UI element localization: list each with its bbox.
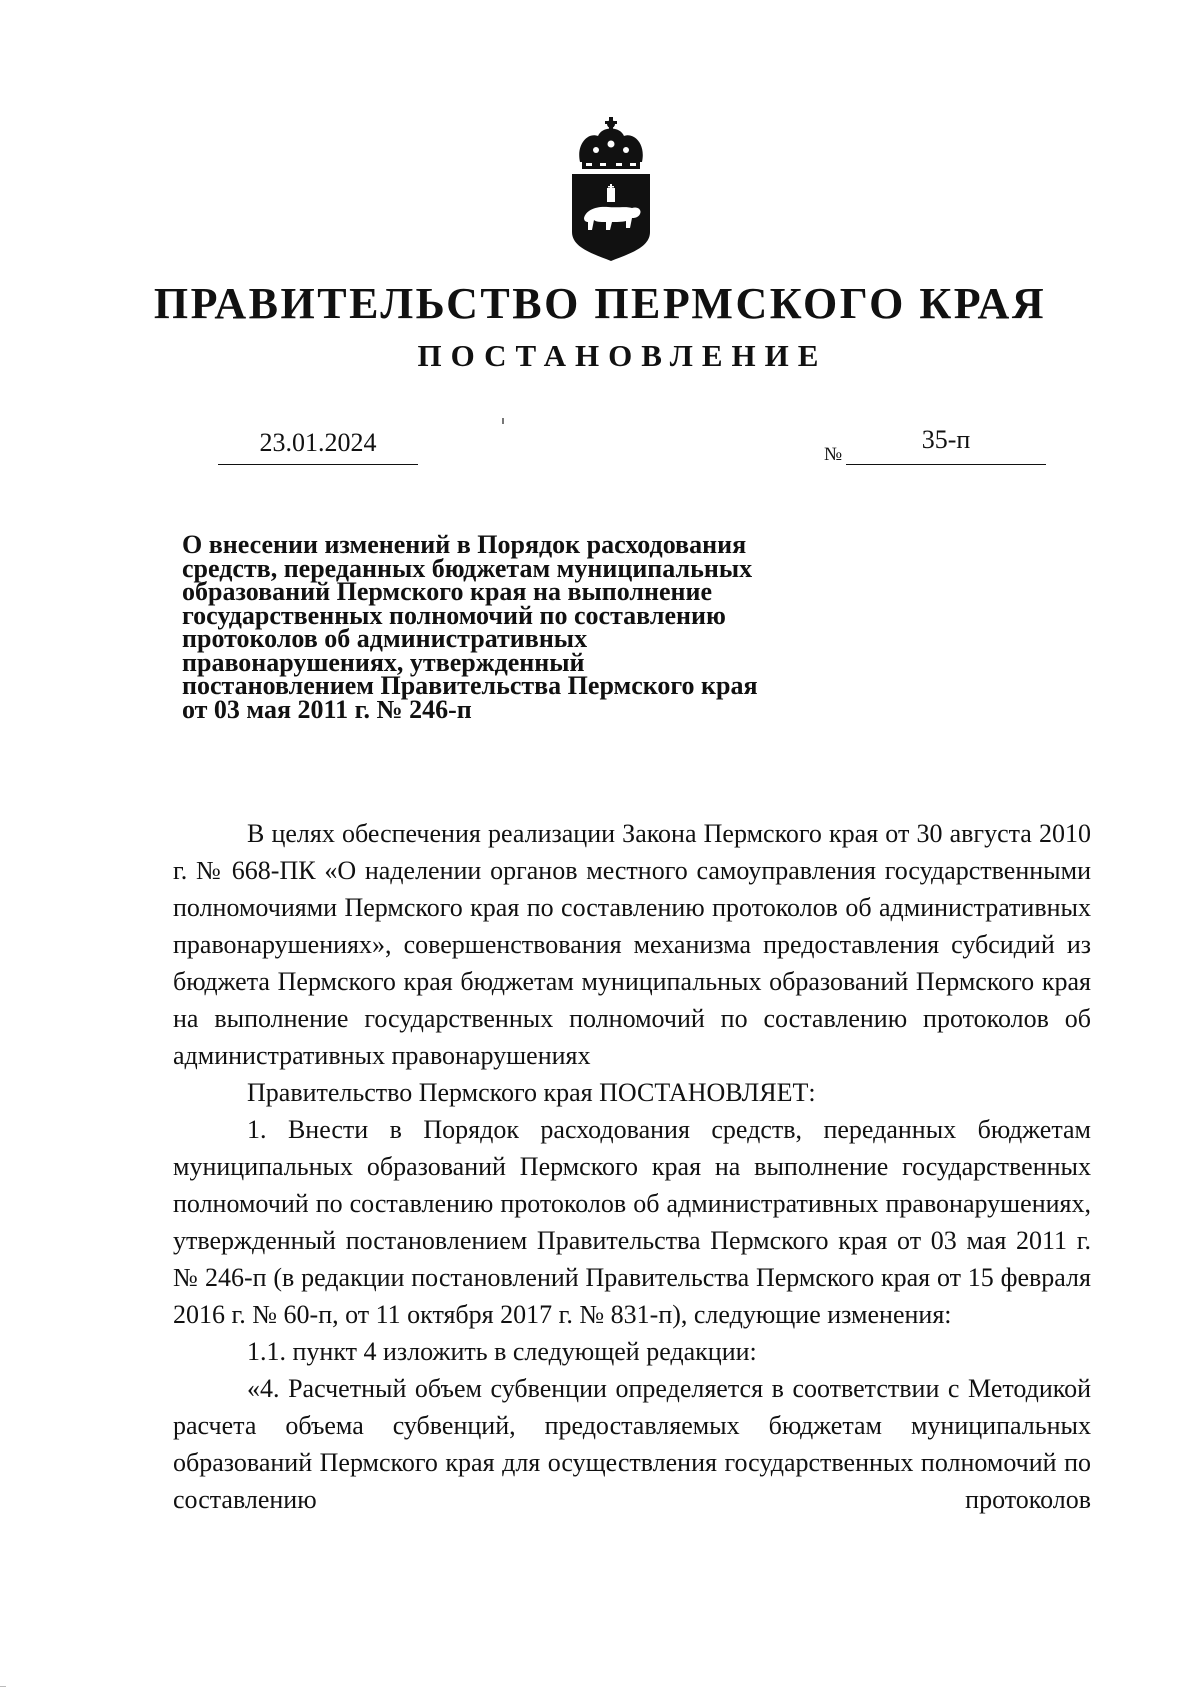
body-paragraph: 1. Внести в Порядок расходования средств, переданных бюджетам муниципальных образований Пермского края на выполнение государственных полномочий по составлению протоколов об административных правонарушениях, утвержденный постановлением Правительства Пермского края от 03 мая 2011 г. № 246-п (в редакции постановлений Правительства Пермского края от 15 февраля 2016 г. № 60-п, от 11 октября 2017 г. № 831-п), следующие изменения: — [173, 1115, 1091, 1329]
body-paragraph: 1.1. пункт 4 изложить в следующей редакции: — [247, 1337, 757, 1366]
subject-line: образований Пермского края на выполнение — [182, 577, 713, 606]
subject-line: постановлением Правительства Пермского края — [182, 671, 758, 700]
date-field — [218, 428, 418, 465]
subject-line: О внесении изменений в Порядок расходования — [182, 530, 747, 559]
subject-line: правонарушениях, утвержденный — [182, 647, 585, 677]
document-date: 23.01.2024 — [259, 428, 377, 457]
document-body — [173, 815, 1091, 1518]
number-sign: № — [824, 444, 843, 465]
document-number: 35-п — [921, 425, 971, 454]
coat-of-arms-icon — [566, 114, 656, 262]
subject-line: протоколов об административных — [182, 624, 588, 653]
number-field — [846, 425, 1046, 465]
scan-mark — [502, 418, 504, 424]
organization-title: ПРАВИТЕЛЬСТВО ПЕРМСКОГО КРАЯ — [153, 279, 1047, 328]
scan-mark — [0, 1686, 6, 1687]
body-paragraph: «4. Расчетный объем субвенции определяется в соответствии с Методикой расчета объема субвенций, предоставляемых бюджетам муниципальных образований Пермского края для осуществления государственных полномочий по составлению протоколов — [173, 1374, 1091, 1514]
body-paragraph: В целях обеспечения реализации Закона Пермского края от 30 августа 2010 г. № 668-ПК «О наделении органов местного самоуправления государственными полномочиями Пермского края по составлению протоколов об административных правонарушениях», совершенствования механизма предоставления субсидий из бюджета Пермского края бюджетам муниципальных образований Пермского края на выполнение государственных полномочий по составлению протоколов об административных правонарушениях — [173, 819, 1091, 1070]
subject-line: государственных полномочий по составлению — [182, 600, 726, 630]
document-type-title: ПОСТАНОВЛЕНИЕ — [417, 338, 828, 373]
document-subject — [182, 530, 822, 724]
body-paragraph: Правительство Пермского края ПОСТАНОВЛЯЕТ: — [247, 1078, 816, 1107]
subject-line: от 03 мая 2011 г. № 246-п — [182, 694, 472, 724]
subject-line: средств, переданных бюджетам муниципальных — [182, 553, 753, 583]
